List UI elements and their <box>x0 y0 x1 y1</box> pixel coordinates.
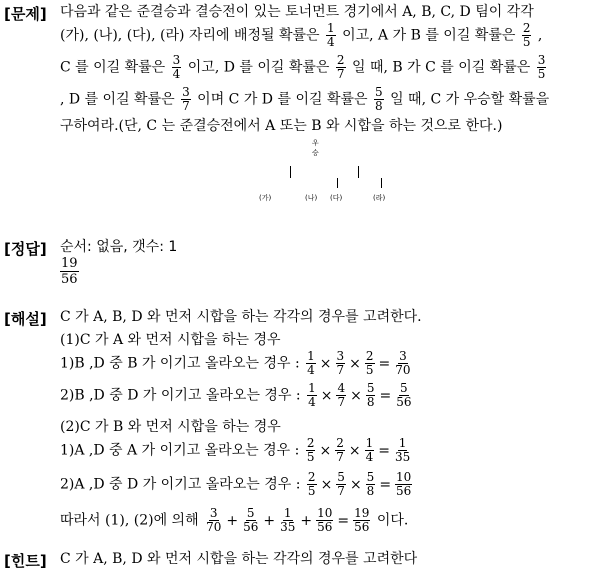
explain-line-3: 1)B ,D 중 B 가 이기고 올라오는 경우 : $\frac{1}{4}$ × $\frac{3}{7}$ × $\frac{2}{5}$ = $\frac{3}{70}$ <box>60 349 411 377</box>
fraction: $\frac{3}{5}$ <box>537 53 546 81</box>
explain-line-6: 1)A ,D 중 A 가 이기고 올라오는 경우 : $\frac{2}{5}$ × $\frac{2}{7}$ × $\frac{1}{4}$ = $\frac{1}{35}$ <box>60 436 411 464</box>
explain-line-7: 2)A ,D 중 D 가 이기고 올라오는 경우 : $\frac{2}{5}$ × $\frac{5}{7}$ × $\frac{5}{8}$ = $\frac{10}{56}$ <box>60 470 412 498</box>
problem-line-1: 다음과 같은 준결승과 결승전이 있는 토너먼트 경기에서 A, B, C, D 팀이 각각 <box>60 4 534 20</box>
hint-label: [힌트] <box>4 552 47 570</box>
tree-slot-na: (나) <box>305 194 318 202</box>
problem-line-2: (가), (나), (다), (라) 자리에 배정될 확률은 $\frac{1}{4}$ 이고, A 가 B 를 이길 확률은 $\frac{2}{5}$ , <box>60 21 543 49</box>
tree-line <box>358 166 359 178</box>
explain-line-8: 따라서 (1), (2)에 의해 $\frac{3}{70}$ + $\frac{5}{56}$ + $\frac{1}{35}$ + $\frac{10}{56}$ = $\frac{19}{56}$ 이다. <box>60 506 409 534</box>
hint-line: C 가 A, B, D 와 먼저 시합을 하는 각각의 경우를 고려한다 <box>60 551 418 567</box>
explain-line-1: C 가 A, B, D 와 먼저 시합을 하는 각각의 경우를 고려한다. <box>60 309 422 325</box>
fraction: $\frac{2}{5}$ <box>522 21 531 49</box>
fraction: $\frac{2}{7}$ <box>336 53 345 81</box>
problem-line-3: C 를 이길 확률은 $\frac{3}{4}$ 이고, D 를 이길 확률은 $\frac{2}{7}$ 일 때, B 가 C 를 이길 확률은 $\frac{3}{5}$ <box>60 53 546 81</box>
problem-line-5: 구하여라.(단, C 는 준결승전에서 A 또는 B 와 시합을 하는 것으로 한다.) <box>60 118 503 134</box>
tree-slot-ga: (가) <box>259 194 272 202</box>
tree-line <box>381 178 382 188</box>
tree-line <box>337 178 338 188</box>
explain-line-4: 2)B ,D 중 D 가 이기고 올라오는 경우 : $\frac{1}{4}$ × $\frac{4}{7}$ × $\frac{5}{8}$ = $\frac{5}{56}$ <box>60 381 412 409</box>
problem-line-4: , D 를 이길 확률은 $\frac{3}{7}$ 이며 C 가 D 를 이길 확률은 $\frac{5}{8}$ 일 때, C 가 우승할 확률을 <box>60 85 550 113</box>
explain-line-2: (1)C 가 A 와 먼저 시합을 하는 경우 <box>60 332 281 348</box>
fraction: $\frac{3}{7}$ <box>182 85 190 113</box>
tree-line <box>290 166 291 178</box>
tree-slot-ra: (라) <box>373 194 386 202</box>
fraction: $\frac{1}{4}$ <box>327 21 335 49</box>
answer-label: [정답] <box>4 240 47 258</box>
answer-line: 순서: 없음, 갯수: 1 <box>60 239 178 255</box>
fraction: $\frac{5}{8}$ <box>374 85 383 113</box>
answer-fraction-wrap <box>60 256 79 287</box>
fraction: $\frac{3}{4}$ <box>172 53 181 81</box>
problem-label: [문제] <box>4 5 47 23</box>
explanation-label: [해설] <box>4 310 47 328</box>
tree-slot-da: (다) <box>330 194 343 202</box>
tree-top-label: 우승 <box>312 139 319 157</box>
explain-line-5: (2)C 가 B 와 먼저 시합을 하는 경우 <box>60 419 281 435</box>
answer-fraction: $\frac{19}{56}$ <box>61 256 78 287</box>
